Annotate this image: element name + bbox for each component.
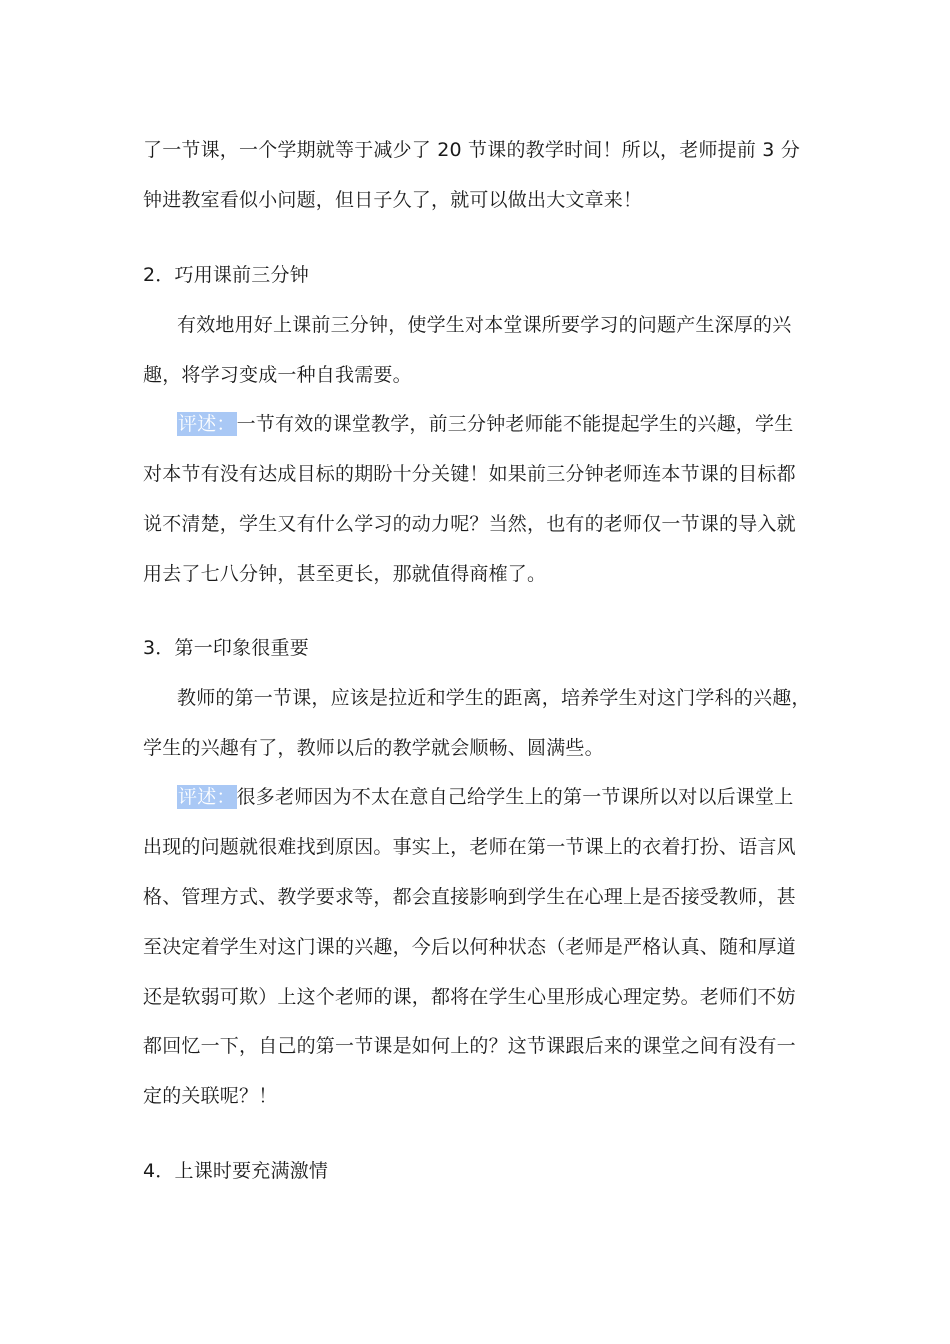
section-3-para-line-2: 学生的兴趣有了，教师以后的教学就会顺畅、圆满些。 [143, 737, 604, 759]
intro-line-1: 了一节课，一个学期就等于减少了 20 节课的教学时间！所以，老师提前 3 分 [143, 139, 801, 161]
section-3-comment-line-7: 定的关联呢？！ [143, 1085, 278, 1107]
section-3-comment-line-5: 还是软弱可欺）上这个老师的课，都将在学生心里形成心理定势。老师们不妨 [143, 986, 796, 1008]
section-2-para-line-2: 趣，将学习变成一种自我需要。 [143, 364, 412, 386]
comment-label-highlight: 评述： [178, 413, 236, 435]
section-2-para-line-1: 有效地用好上课前三分钟，使学生对本堂课所要学习的问题产生深厚的兴 [177, 314, 792, 336]
comment-text: 很多老师因为不太在意自己给学生上的第一节课所以对以后课堂上 [236, 786, 794, 808]
section-2-comment-line-3: 说不清楚，学生又有什么学习的动力呢？当然，也有的老师仅一节课的导入就 [143, 513, 796, 535]
section-2-comment-line-1 [177, 411, 793, 437]
section-4-heading: 4．上课时要充满激情 [143, 1160, 329, 1182]
section-3-comment-line-6: 都回忆一下，自己的第一节课是如何上的？这节课跟后来的课堂之间有没有一 [143, 1035, 796, 1057]
section-2-heading: 2．巧用课前三分钟 [143, 264, 309, 286]
section-3-comment-line-3: 格、管理方式、教学要求等，都会直接影响到学生在心理上是否接受教师，甚 [143, 886, 796, 908]
section-3-comment-line-1 [177, 784, 793, 810]
section-3-comment-line-2: 出现的问题就很难找到原因。事实上，老师在第一节课上的衣着打扮、语言风 [143, 836, 796, 858]
section-2-comment-line-4: 用去了七八分钟，甚至更长，那就值得商榷了。 [143, 563, 547, 585]
intro-line-2: 钟进教室看似小问题，但日子久了，就可以做出大文章来！ [143, 189, 643, 211]
comment-label-highlight: 评述： [178, 786, 236, 808]
comment-text: 一节有效的课堂教学，前三分钟老师能不能提起学生的兴趣，学生 [236, 413, 794, 435]
section-3-comment-line-4: 至决定着学生对这门课的兴趣，今后以何种状态（老师是严格认真、随和厚道 [143, 936, 796, 958]
section-3-heading: 3．第一印象很重要 [143, 637, 309, 659]
section-2-comment-line-2: 对本节有没有达成目标的期盼十分关键！如果前三分钟老师连本节课的目标都 [143, 463, 796, 485]
section-3-para-line-1: 教师的第一节课，应该是拉近和学生的距离，培养学生对这门学科的兴趣， [177, 687, 811, 709]
